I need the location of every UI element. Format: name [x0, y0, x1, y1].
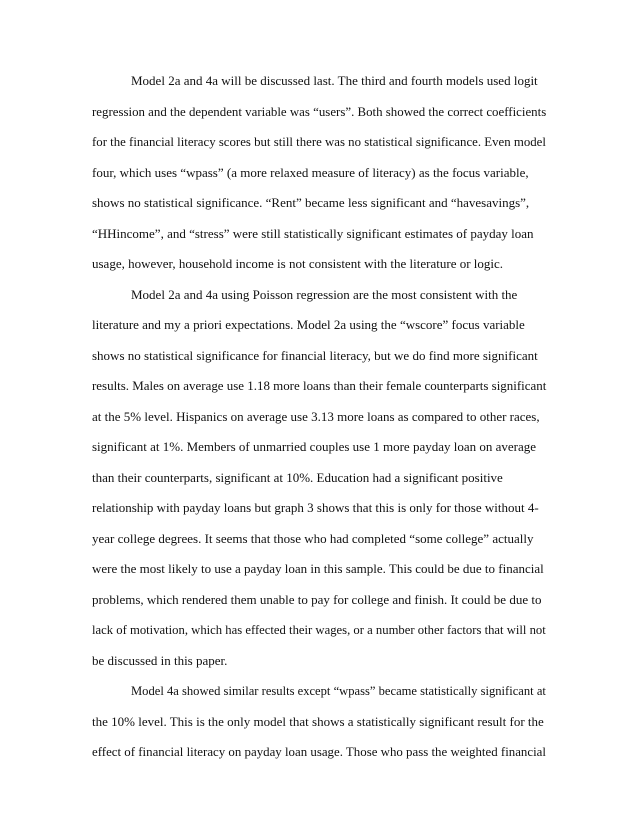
text-line: regression and the dependent variable was “users”. Both showed the correct coefficients	[92, 104, 547, 119]
text-line: usage, however, household income is not consistent with the literature or logic.	[92, 256, 504, 271]
text-line: lack of motivation, which has effected their wages, or a number other factors that will not	[92, 622, 546, 637]
text-line: Model 2a and 4a using Poisson regression are the most consistent with the	[131, 287, 518, 302]
text-line: “HHincome”, and “stress” were still statistically significant estimates of payday loan	[92, 226, 534, 241]
text-line: for the financial literacy scores but still there was no statistical significance. Even model	[92, 134, 546, 149]
text-line: than their counterparts, significant at 10%. Education had a significant positive	[92, 470, 503, 485]
text-line: the 10% level. This is the only model that shows a statistically significant result for the	[92, 714, 544, 729]
text-line: significant at 1%. Members of unmarried couples use 1 more payday loan on average	[92, 439, 537, 454]
text-line: shows no statistical significance for financial literacy, but we do find more significant	[92, 348, 538, 363]
text-line: four, which uses “wpass” (a more relaxed measure of literacy) as the focus variable,	[92, 165, 529, 180]
text-line: literature and my a priori expectations. Model 2a using the “wscore” focus variable	[92, 317, 525, 332]
text-line: effect of financial literacy on payday loan usage. Those who pass the weighted financial	[92, 744, 546, 759]
text-line: were the most likely to use a payday loan in this sample. This could be due to financial	[92, 561, 544, 576]
text-line: at the 5% level. Hispanics on average use 3.13 more loans as compared to other races,	[92, 409, 540, 424]
text-line: Model 2a and 4a will be discussed last. The third and fourth models used logit	[131, 73, 538, 88]
text-line: year college degrees. It seems that those who had completed “some college” actually	[92, 531, 534, 546]
text-line: results. Males on average use 1.18 more loans than their female counterparts significant	[92, 378, 547, 393]
text-line: relationship with payday loans but graph 3 shows that this is only for those without 4-	[92, 500, 539, 515]
text-line: Model 4a showed similar results except “wpass” became statistically significant at	[131, 683, 546, 698]
text-line: shows no statistical significance. “Rent” became less significant and “havesavings”,	[92, 195, 530, 210]
text-line: problems, which rendered them unable to pay for college and finish. It could be due to	[92, 592, 542, 607]
text-line: be discussed in this paper.	[92, 653, 228, 668]
